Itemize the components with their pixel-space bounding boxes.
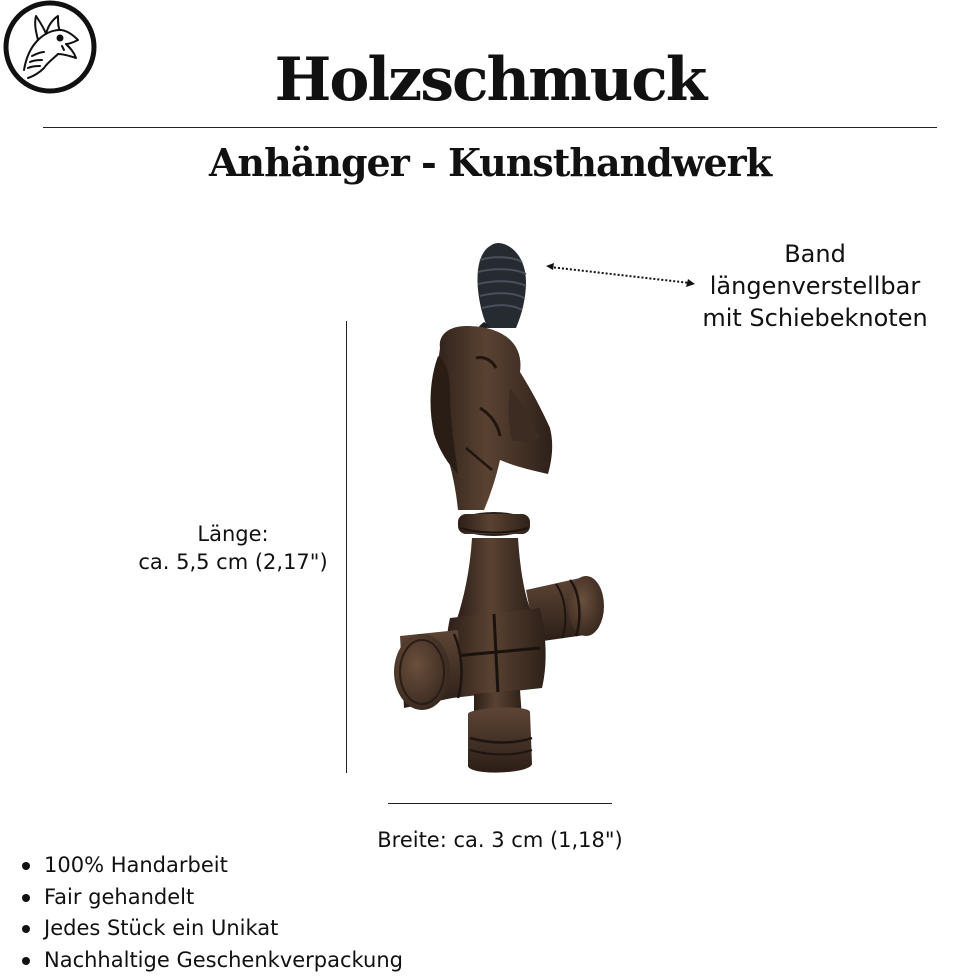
feature-list-item: Jedes Stück ein Unikat: [18, 913, 403, 945]
feature-list-item: Nachhaltige Geschenkverpackung: [18, 945, 403, 977]
width-annotation: Breite: ca. 3 cm (1,18"): [377, 828, 623, 852]
page-title: Holzschmuck: [274, 45, 706, 115]
band-annotation-line: Band: [784, 240, 846, 268]
width-dimension-line: [388, 803, 612, 804]
band-annotation-line: längenverstellbar: [709, 272, 921, 300]
band-annotation-line: mit Schiebeknoten: [702, 304, 928, 332]
length-dimension-line: [346, 321, 347, 773]
page-subtitle: Anhänger - Kunsthandwerk: [208, 140, 772, 185]
length-annotation: [128, 520, 338, 576]
wooden-hammer-pendant-image: [380, 238, 620, 778]
feature-list: [18, 850, 403, 976]
feature-list-item: Fair gehandelt: [18, 882, 403, 914]
length-annotation-line: ca. 5,5 cm (2,17"): [138, 550, 328, 574]
band-annotation: [690, 238, 940, 334]
length-annotation-line: Länge:: [197, 522, 269, 546]
title-divider: [43, 127, 937, 128]
feature-list-item: 100% Handarbeit: [18, 850, 403, 882]
